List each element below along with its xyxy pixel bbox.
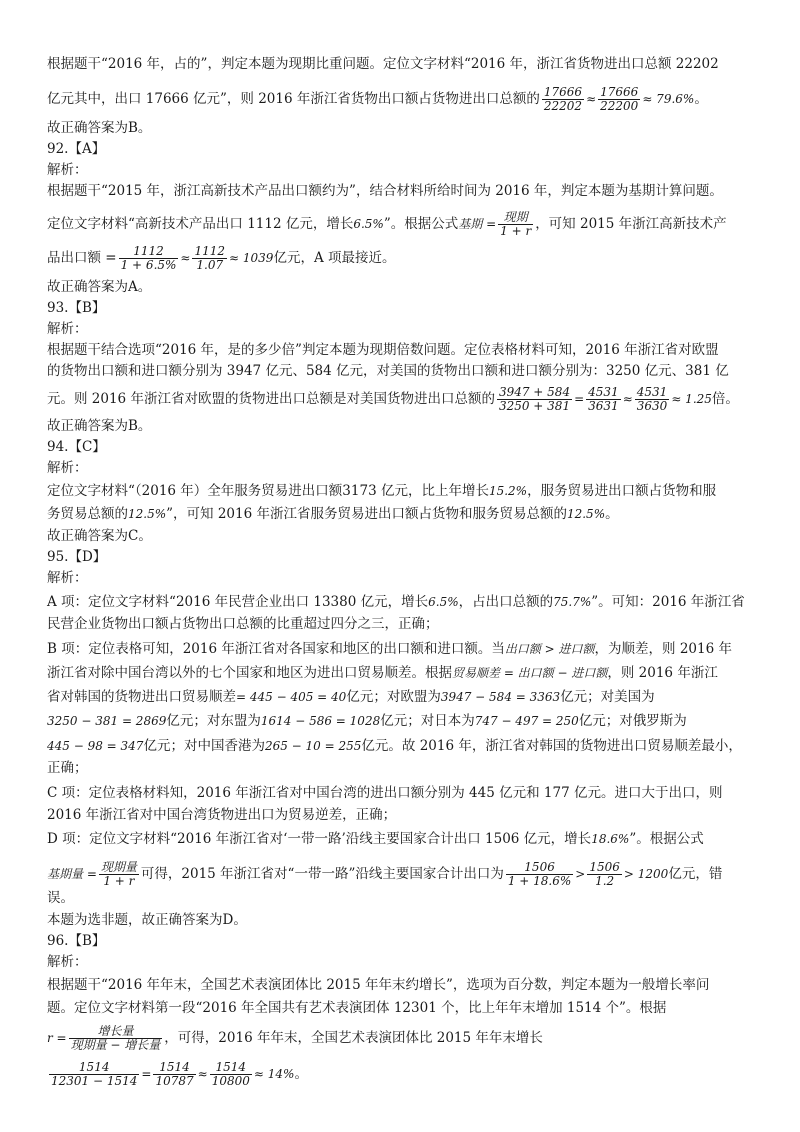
fraction: $\frac{3947 + 584}{3250 + 381}$ bbox=[498, 385, 571, 413]
formula-fraction: $\frac{\text{增长量}}{\text{现期量 − 增长量}}$ bbox=[70, 1024, 161, 1052]
option-b-line: 3250 − 381 = 2869亿元；对东盟为1614 − 586 = 1028亿元；对日本为747 − 497 = 250亿元；对俄罗斯为 bbox=[47, 713, 687, 729]
analysis-label: 解析： bbox=[47, 321, 88, 337]
option-b-line: 浙江省对除中国台湾以外的七个国家和地区为进出口贸易顺差。根据贸易顺差 = 出口额 − 进口额，则 2016 年浙江 bbox=[47, 665, 718, 681]
fraction: $\frac{4531}{3630}$ bbox=[636, 385, 668, 413]
question-heading: 95.【D】 bbox=[47, 549, 107, 565]
fraction: $\frac{17666}{22202}$ bbox=[543, 85, 583, 113]
option-d-line: D 项：定位文字材料“2016 年浙江省对‘一带一路’沿线主要国家合计出口 1506 亿元，增长18.6%”。根据公式 bbox=[47, 831, 704, 847]
answer-line: 故正确答案为B。 bbox=[47, 120, 152, 136]
paragraph-line: 根据题干“2016 年年末，全国艺术表演团体比 2015 年年末约增长”，选项为百分数，判定本题为一般增长率问 bbox=[47, 977, 710, 993]
option-b-line: 正确； bbox=[47, 760, 88, 776]
paragraph-line: $\frac{1514}{12301 - 1514}$ = $\frac{1514}{10787}$ ≈ $\frac{1514}{10800}$ ≈ 14%。 bbox=[51, 1060, 308, 1088]
paragraph-line: 根据题干“2016 年，占的”，判定本题为现期比重问题。定位文字材料“2016 年，浙江省货物进出口总额 22202 bbox=[47, 56, 719, 72]
option-a-line: 民营企业货物出口额占货物出口总额的比重超过四分之三，正确； bbox=[47, 616, 439, 632]
question-heading: 96.【B】 bbox=[47, 933, 106, 949]
answer-line: 故正确答案为B。 bbox=[47, 418, 152, 434]
option-a-line: A 项：定位文字材料“2016 年民营企业出口 13380 亿元，增长6.5%，占出口总额的75.7%”。可知：2016 年浙江省 bbox=[47, 594, 745, 610]
analysis-label: 解析： bbox=[47, 954, 88, 970]
option-b-line: 省对韩国的货物进出口贸易顺差= 445 − 405 = 40亿元；对欧盟为3947 − 584 = 3363亿元；对美国为 bbox=[47, 689, 655, 705]
fraction: $\frac{1506}{1.2}$ bbox=[589, 860, 620, 888]
option-c-line: C 项：定位表格材料知，2016 年浙江省对中国台湾的进出口额分别为 445 亿元和 177 亿元。进口大于出口，则 bbox=[47, 785, 723, 801]
paragraph-line: r = $\frac{\text{增长量}}{\text{现期量 − 增长量}}$ ，可得，2016 年年末，全国艺术表演团体比 2015 年年末增长 bbox=[47, 1024, 543, 1052]
paragraph-line: 品出口额 = $\frac{1112}{1 + 6.5\%}$ ≈ $\frac{1112}{1.07}$ ≈ 1039亿元，A 项最接近。 bbox=[47, 244, 396, 272]
paragraph-line: 根据题干“2015 年，浙江高新技术产品出口额约为”，结合材料所给时间为 2016 年，判定本题为基期计算问题。 bbox=[47, 183, 723, 199]
answer-line: 本题为选非题，故正确答案为D。 bbox=[47, 912, 247, 928]
answer-line: 故正确答案为A。 bbox=[47, 279, 152, 295]
paragraph-line: 题。定位文字材料第一段“2016 年全国共有艺术表演团体 12301 个，比上年年末增加 1514 个”。根据 bbox=[47, 1000, 667, 1016]
option-d-line: 误。 bbox=[47, 890, 74, 906]
question-heading: 93.【B】 bbox=[47, 300, 106, 316]
fraction: $\frac{4531}{3631}$ bbox=[588, 385, 619, 413]
paragraph-line: 元。则 2016 年浙江省对欧盟的货物进出口总额是对美国货物进出口总额的 $\frac{3947 + 584}{3250 + 381}$ = $\frac{4531}{3631}$ ≈ $\frac{4531}{3630}$ ≈ 1.25倍。 bbox=[47, 385, 739, 413]
question-heading: 92.【A】 bbox=[47, 141, 106, 157]
fraction: $\frac{1506}{1 + 18.6\%}$ bbox=[507, 860, 572, 888]
analysis-label: 解析： bbox=[47, 162, 88, 178]
formula-fraction: $\frac{\text{现期}}{1 + r}$ bbox=[500, 210, 532, 238]
paragraph-line: 定位文字材料“（2016 年）全年服务贸易进出口额3173 亿元，比上年增长15.2%，服务贸易进出口额占货物和服 bbox=[47, 483, 717, 499]
paragraph-line: 的货物出口额和进口额分别为 3947 亿元、584 亿元，对美国的货物出口额和进口额分别为：3250 亿元、381 亿 bbox=[47, 363, 729, 379]
answer-line: 故正确答案为C。 bbox=[47, 528, 152, 544]
analysis-label: 解析： bbox=[47, 460, 88, 476]
fraction: $\frac{1514}{10787}$ bbox=[155, 1060, 194, 1088]
analysis-label: 解析： bbox=[47, 570, 88, 586]
fraction: $\frac{1514}{10800}$ bbox=[211, 1060, 250, 1088]
fraction: $\frac{1112}{1 + 6.5\%}$ bbox=[120, 244, 177, 272]
formula-fraction: $\frac{\text{现期量}}{1 + r}$ bbox=[100, 860, 137, 888]
option-b-line: B 项：定位表格可知，2016 年浙江省对各国家和地区的出口额和进口额。当出口额 > 进口额，为顺差，则 2016 年 bbox=[47, 641, 732, 657]
fraction: $\frac{1112}{1.07}$ bbox=[194, 244, 226, 272]
paragraph-line: 根据题干结合选项“2016 年，是的多少倍”判定本题为现期倍数问题。定位表格材料可知，2016 年浙江省对欧盟 bbox=[47, 342, 719, 358]
paragraph-line: 亿元其中，出口 17666 亿元”，则 2016 年浙江省货物出口额占货物进出口总额的 $\frac{17666}{22202}$ ≈ $\frac{17666}{22200}$ ≈ 79.6%。 bbox=[47, 85, 708, 113]
paragraph-line: 定位文字材料“高新技术产品出口 1112 亿元，增长6.5%”。根据公式基期 = $\frac{\text{现期}}{1 + r}$ ，可知 2015 年浙江高新技术产 bbox=[47, 210, 727, 238]
option-d-line: 基期量 = $\frac{\text{现期量}}{1 + r}$ 可得，2015 年浙江省对“一带一路”沿线主要国家合计出口为 $\frac{1506}{1 + 18.6\%}$ > $\frac{1506}{1.2}$ > 1200亿元，错 bbox=[47, 860, 723, 888]
fraction: $\frac{1514}{12301 - 1514}$ bbox=[51, 1060, 138, 1088]
paragraph-line: 务贸易总额的12.5%”，可知 2016 年浙江省服务贸易进出口额占货物和服务贸易总额的12.5%。 bbox=[47, 506, 619, 522]
option-b-line: 445 − 98 = 347亿元；对中国香港为265 − 10 = 255亿元。故 2016 年，浙江省对韩国的货物进出口贸易顺差最小， bbox=[47, 738, 742, 754]
option-c-line: 2016 年浙江省对中国台湾货物进出口为贸易逆差，正确； bbox=[47, 807, 397, 823]
fraction: $\frac{17666}{22200}$ bbox=[600, 85, 639, 113]
question-heading: 94.【C】 bbox=[47, 439, 106, 455]
